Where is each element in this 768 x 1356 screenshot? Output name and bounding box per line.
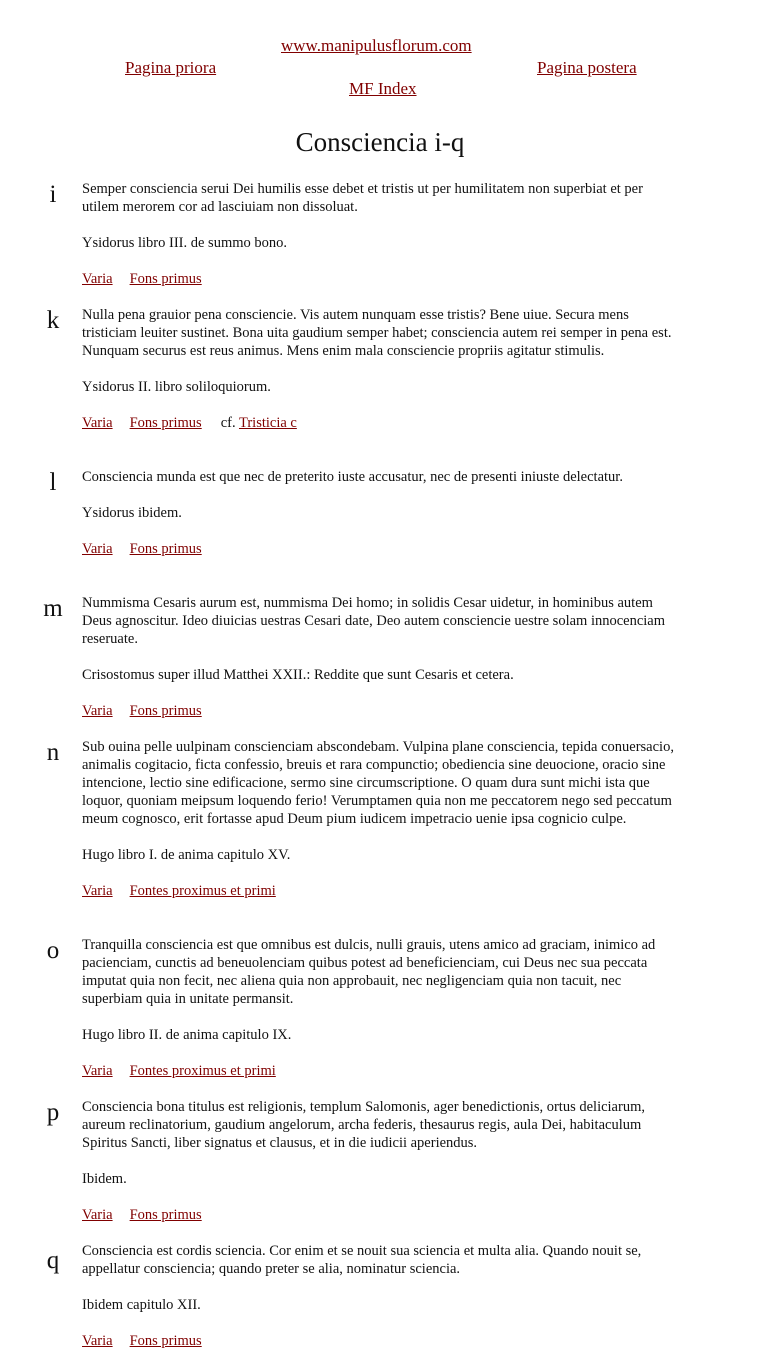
fons-link[interactable]: Fons primus xyxy=(129,271,202,287)
entry-letter: i xyxy=(49,181,57,208)
entry-links xyxy=(82,1206,682,1224)
entry-letter: m xyxy=(43,595,63,622)
site-home-link[interactable]: www.manipulusflorum.com xyxy=(281,36,472,55)
entry-text: Consciencia est cordis sciencia. Cor enim et se nouit sua sciencia et multa alia. Quando nouit se, appellatur consciencia; quando preter se alia, nominatur sciencia. xyxy=(82,1243,642,1277)
entry-links xyxy=(82,1332,682,1350)
fons-link[interactable]: Fons primus xyxy=(129,703,202,719)
entry-text: Tranquilla consciencia est que omnibus est dulcis, nulli grauis, utens amico ad graciam, inimico ad pacienciam, cunctis ad beneuolenciam quibus potest ad beneficienciam, cui Deus nec sua peccata imputat quia non fecit, nec aliena quia non approbauit, nec negligenciam quia non tacuit, nec superbiam quia in unitate permansit. xyxy=(82,937,656,1007)
entry-links xyxy=(82,882,682,900)
varia-link[interactable]: Varia xyxy=(82,541,113,557)
entry-letter: o xyxy=(46,937,60,964)
entry-content xyxy=(82,738,682,900)
entry-source: Ysidorus II. libro soliloquiorum. xyxy=(82,379,271,395)
entry-letter: p xyxy=(46,1099,60,1126)
varia-link[interactable]: Varia xyxy=(82,415,113,431)
entry-content xyxy=(82,1098,682,1224)
entry-text: Nulla pena grauior pena consciencie. Vis autem nunquam esse tristis? Bene uiue. Secura mens tristiciam leuiter sustinet. Bona uita gaudium semper habet; consciencia autem rei semper in pena est. Nunquam securus est reus animus. Mens enim mala consciencie propriis agitatur stimulis. xyxy=(82,307,672,359)
entry-text: Nummisma Cesaris aurum est, nummisma Dei homo; in solidis Cesar uidetur, in hominibus autem Deus agnoscitur. Ideo diuicias uestras Cesari date, Deo autem consciencie uestre solam innocenciam reseruate. xyxy=(82,595,666,647)
entry-source: Hugo libro II. de anima capitulo IX. xyxy=(82,1027,292,1043)
entry-source: Ysidorus ibidem. xyxy=(82,505,182,521)
entry-text: Semper consciencia serui Dei humilis esse debet et tristis ut per humilitatem non superbiat et per utilem merorem cor ad lasciuiam non dissoluat. xyxy=(82,181,643,215)
entry-source: Crisostomus super illud Matthei XXII.: Reddite que sunt Cesaris et cetera. xyxy=(82,667,514,683)
mf-index-link[interactable]: MF Index xyxy=(349,79,417,98)
previous-page-link[interactable]: Pagina priora xyxy=(125,58,217,77)
entry-links xyxy=(82,1062,682,1080)
entry-text: Consciencia munda est que nec de preterito iuste accusatur, nec de presenti iniuste delectatur. xyxy=(82,469,623,485)
entry-content xyxy=(82,468,682,558)
fons-link[interactable]: Fons primus xyxy=(129,415,202,431)
fons-link[interactable]: Fons primus xyxy=(129,1207,202,1223)
entry-links xyxy=(82,414,682,432)
entry-letter: l xyxy=(49,469,57,496)
entry-source: Ibidem. xyxy=(82,1171,127,1187)
entry-source: Ibidem capitulo XII. xyxy=(82,1297,201,1313)
entry-links xyxy=(82,702,682,720)
varia-link[interactable]: Varia xyxy=(82,1063,113,1079)
entry-content xyxy=(82,306,682,432)
fontes-link[interactable]: Fontes proximus et primi xyxy=(129,1063,276,1079)
entry-content xyxy=(82,180,682,288)
fons-link[interactable]: Fons primus xyxy=(129,1333,202,1349)
entry-content xyxy=(82,936,682,1080)
varia-link[interactable]: Varia xyxy=(82,883,113,899)
cf-label: cf. xyxy=(220,415,236,431)
entry-links xyxy=(82,540,682,558)
entry-content xyxy=(82,1242,682,1350)
entry-source: Hugo libro I. de anima capitulo XV. xyxy=(82,847,291,863)
entry-content xyxy=(82,594,682,720)
varia-link[interactable]: Varia xyxy=(82,271,113,287)
varia-link[interactable]: Varia xyxy=(82,1333,113,1349)
entry-links xyxy=(82,270,682,288)
next-page-link[interactable]: Pagina postera xyxy=(537,58,637,77)
varia-link[interactable]: Varia xyxy=(82,703,113,719)
entry-letter: k xyxy=(46,307,60,334)
entry-text: Sub ouina pelle uulpinam conscienciam abscondebam. Vulpina plane consciencia, tepida conuersacio, animalis cogitacio, ficta confessio, breuis et rara compunctio; obediencia sine deuocione, oracio sine intencione, lectio sine edificacione, sermo sine circumscriptione. O quam dura sunt michi ista que loquor, quoniam meipsum loquendo ferio! Verumptamen quia non me peccatorem nego sed peccatum meum cognosco, erit fortasse apud Deum pium iudicem impetracio uenie ipsa cognicio culpe. xyxy=(82,739,674,827)
fons-link[interactable]: Fons primus xyxy=(129,541,202,557)
entry-letter: q xyxy=(46,1247,60,1274)
fontes-link[interactable]: Fontes proximus et primi xyxy=(129,883,276,899)
cross-reference-link[interactable]: Tristicia c xyxy=(238,415,297,431)
entry-source: Ysidorus libro III. de summo bono. xyxy=(82,235,287,251)
varia-link[interactable]: Varia xyxy=(82,1207,113,1223)
entry-letter: n xyxy=(46,739,60,766)
entry-text: Consciencia bona titulus est religionis, templum Salomonis, ager benedictionis, ortus deliciarum, aureum reclinatorium, gaudium angelorum, archa federis, thesaurus regis, aula Dei, habitaculum Spiritus Sancti, liber signatus et clausus, et in die iudicii aperiendus. xyxy=(82,1099,645,1151)
page-title: Consciencia i-q xyxy=(295,127,465,157)
